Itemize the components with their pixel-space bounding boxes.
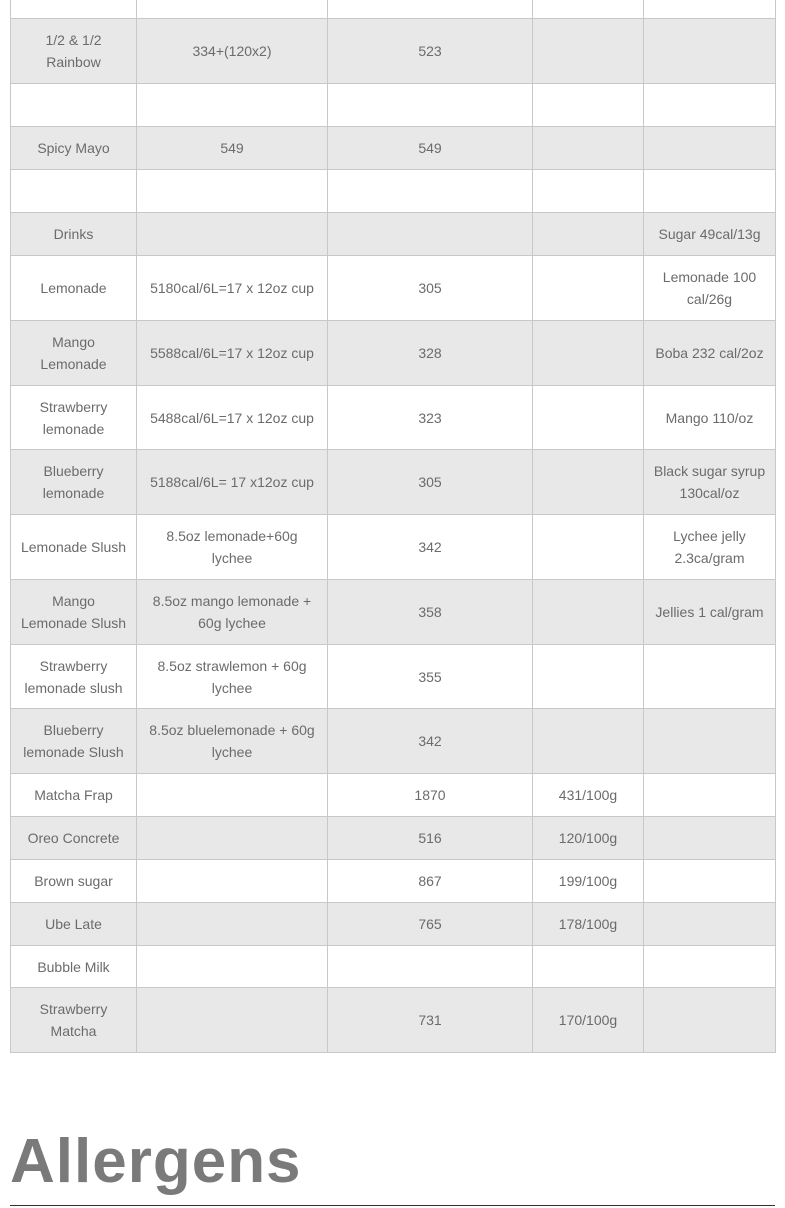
cell-ingredient-note [644, 946, 776, 988]
cell-ingredient-note [644, 84, 776, 127]
cell-formula: 8.5oz strawlemon + 60g lychee [137, 645, 328, 709]
cell-formula [137, 0, 328, 19]
cell-item: Strawberry lemonade [11, 386, 137, 450]
cell-ingredient-note: Mango 110/oz [644, 386, 776, 450]
cell-calories: 305 [328, 450, 533, 515]
table-row [11, 127, 776, 170]
cell-calories: 342 [328, 709, 533, 774]
cell-item [11, 170, 137, 213]
cell-ingredient-note: Black sugar syrup 130cal/oz [644, 450, 776, 515]
cell-formula: 334+(120x2) [137, 19, 328, 84]
cell-item [11, 0, 137, 19]
cell-ingredient-note [644, 709, 776, 774]
cell-item: 1/2 & 1/2 Rainbow [11, 19, 137, 84]
table-row [11, 450, 776, 515]
table-row [11, 774, 776, 817]
cell-per-100g: 170/100g [533, 988, 644, 1053]
cell-calories: 323 [328, 386, 533, 450]
cell-per-100g [533, 170, 644, 213]
table-row [11, 321, 776, 386]
table-row [11, 903, 776, 946]
cell-per-100g [533, 386, 644, 450]
table-row [11, 0, 776, 19]
cell-item: Drinks [11, 213, 137, 256]
table-row [11, 213, 776, 256]
cell-ingredient-note [644, 645, 776, 709]
cell-calories [328, 213, 533, 256]
cell-calories: 355 [328, 645, 533, 709]
cell-formula: 5588cal/6L=17 x 12oz cup [137, 321, 328, 386]
cell-calories: 1870 [328, 774, 533, 817]
cell-calories: 867 [328, 860, 533, 903]
cell-per-100g [533, 84, 644, 127]
cell-formula [137, 170, 328, 213]
table-row [11, 170, 776, 213]
cell-ingredient-note [644, 0, 776, 19]
cell-per-100g [533, 321, 644, 386]
cell-calories: 523 [328, 19, 533, 84]
cell-ingredient-note: Jellies 1 cal/gram [644, 580, 776, 645]
cell-ingredient-note: Lychee jelly 2.3ca/gram [644, 515, 776, 580]
cell-formula [137, 213, 328, 256]
cell-per-100g: 431/100g [533, 774, 644, 817]
table-row [11, 709, 776, 774]
cell-ingredient-note: Sugar 49cal/13g [644, 213, 776, 256]
cell-calories: 342 [328, 515, 533, 580]
cell-formula [137, 774, 328, 817]
cell-formula [137, 84, 328, 127]
cell-item: Oreo Concrete [11, 817, 137, 860]
cell-item: Brown sugar [11, 860, 137, 903]
cell-ingredient-note [644, 774, 776, 817]
cell-item: Lemonade Slush [11, 515, 137, 580]
cell-item: Ube Late [11, 903, 137, 946]
table-row [11, 645, 776, 709]
cell-item: Strawberry Matcha [11, 988, 137, 1053]
cell-calories: 731 [328, 988, 533, 1053]
cell-item [11, 84, 137, 127]
cell-per-100g [533, 645, 644, 709]
table-row [11, 386, 776, 450]
cell-item: Lemonade [11, 256, 137, 321]
cell-ingredient-note [644, 860, 776, 903]
table-row [11, 860, 776, 903]
cell-item: Mango Lemonade Slush [11, 580, 137, 645]
table-row [11, 19, 776, 84]
cell-ingredient-note: Boba 232 cal/2oz [644, 321, 776, 386]
table-row [11, 84, 776, 127]
cell-calories: 549 [328, 127, 533, 170]
section-divider [10, 1205, 775, 1206]
cell-ingredient-note [644, 127, 776, 170]
cell-item: Strawberry lemonade slush [11, 645, 137, 709]
cell-calories [328, 84, 533, 127]
cell-formula: 8.5oz lemonade+60g lychee [137, 515, 328, 580]
cell-per-100g [533, 19, 644, 84]
cell-per-100g [533, 515, 644, 580]
cell-formula: 5180cal/6L=17 x 12oz cup [137, 256, 328, 321]
cell-ingredient-note [644, 903, 776, 946]
table-row [11, 256, 776, 321]
nutrition-table-body [11, 0, 776, 1053]
cell-per-100g [533, 127, 644, 170]
cell-formula [137, 946, 328, 988]
cell-per-100g: 120/100g [533, 817, 644, 860]
nutrition-table [10, 0, 776, 1053]
cell-formula: 8.5oz mango lemonade + 60g lychee [137, 580, 328, 645]
table-row [11, 946, 776, 988]
cell-per-100g [533, 709, 644, 774]
cell-calories: 516 [328, 817, 533, 860]
cell-calories [328, 0, 533, 19]
cell-formula [137, 860, 328, 903]
cell-calories: 328 [328, 321, 533, 386]
cell-item: Mango Lemonade [11, 321, 137, 386]
cell-ingredient-note: Lemonade 100 cal/26g [644, 256, 776, 321]
cell-calories: 305 [328, 256, 533, 321]
cell-formula [137, 903, 328, 946]
cell-formula [137, 988, 328, 1053]
cell-per-100g [533, 946, 644, 988]
cell-per-100g [533, 213, 644, 256]
cell-item: Bubble Milk [11, 946, 137, 988]
cell-calories [328, 946, 533, 988]
cell-formula: 8.5oz bluelemonade + 60g lychee [137, 709, 328, 774]
cell-item: Matcha Frap [11, 774, 137, 817]
cell-formula [137, 817, 328, 860]
table-row [11, 515, 776, 580]
cell-per-100g: 178/100g [533, 903, 644, 946]
table-row [11, 580, 776, 645]
table-row [11, 988, 776, 1053]
cell-ingredient-note [644, 988, 776, 1053]
cell-ingredient-note [644, 817, 776, 860]
table-row [11, 817, 776, 860]
cell-item: Spicy Mayo [11, 127, 137, 170]
cell-formula: 549 [137, 127, 328, 170]
cell-per-100g [533, 0, 644, 19]
cell-calories [328, 170, 533, 213]
cell-calories: 765 [328, 903, 533, 946]
cell-ingredient-note [644, 170, 776, 213]
cell-item: Blueberry lemonade Slush [11, 709, 137, 774]
cell-per-100g [533, 256, 644, 321]
cell-calories: 358 [328, 580, 533, 645]
cell-per-100g [533, 450, 644, 515]
cell-per-100g: 199/100g [533, 860, 644, 903]
cell-ingredient-note [644, 19, 776, 84]
cell-item: Blueberry lemonade [11, 450, 137, 515]
cell-formula: 5188cal/6L= 17 x12oz cup [137, 450, 328, 515]
cell-per-100g [533, 580, 644, 645]
allergens-heading: Allergens [10, 1127, 302, 1196]
cell-formula: 5488cal/6L=17 x 12oz cup [137, 386, 328, 450]
